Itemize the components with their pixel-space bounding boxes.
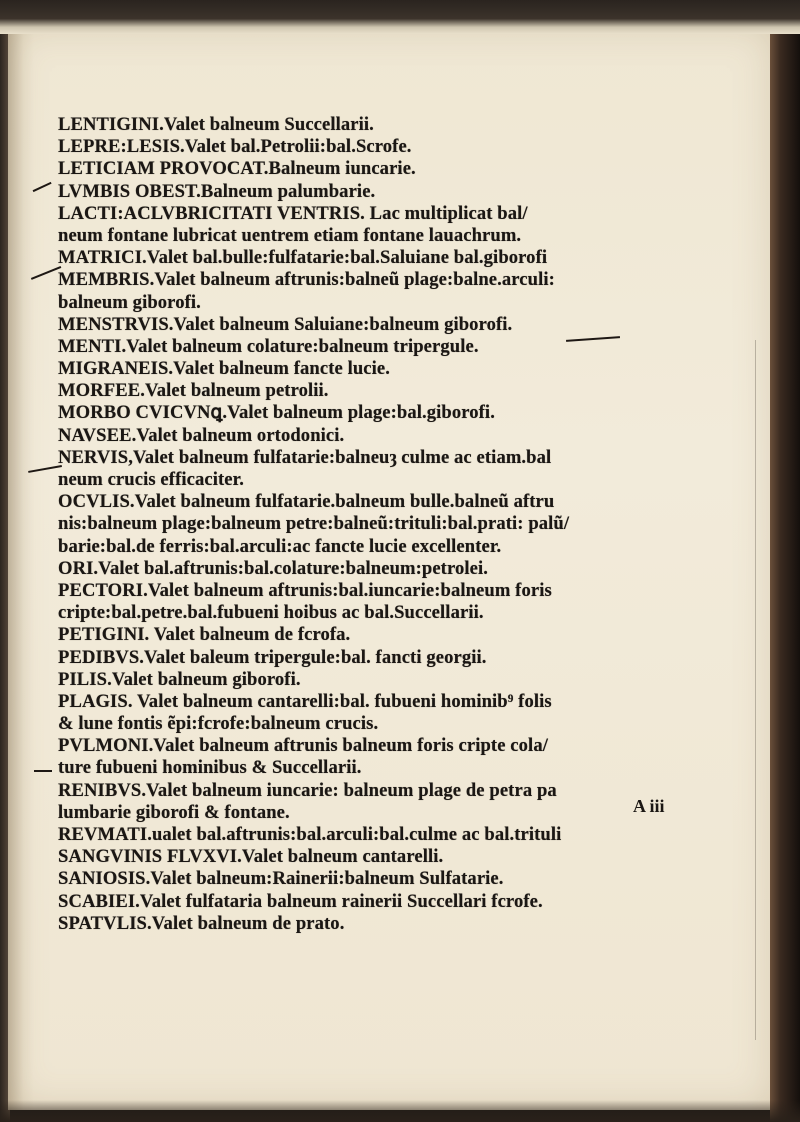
text-line: PILIS.Valet balneum giborofi. <box>58 668 301 690</box>
text-line: LENTIGINI.Valet balneum Succellarii. <box>58 114 374 135</box>
text-block <box>58 114 718 935</box>
text-line: MEMBRIS.Valet balneum aftrunis:balneũ plage:balne.arculi: <box>58 269 555 291</box>
text-line: RENIBVS.Valet balneum iuncarie: balneum plage de petra pa <box>58 779 557 801</box>
text-line: PETIGINI. Valet balneum de fcrofa. <box>58 624 351 646</box>
text-line: cripte:bal.petre.bal.fubueni hoibus ac bal.Succellarii. <box>58 602 484 624</box>
text-line: ture fubueni hominibus & Succellarii. <box>58 757 362 779</box>
text-line: PVLMONI.Valet balneum aftrunis balneum foris cripte cola/ <box>58 735 548 757</box>
text-line: SPATVLIS.Valet balneum de prato. <box>58 912 345 934</box>
text-line: SANGVINIS FLVXVI.Valet balneum cantarelli. <box>58 846 444 868</box>
signature-mark: A iii <box>633 796 665 816</box>
text-line: neum crucis efficaciter. <box>58 469 245 490</box>
text-line: OCVLIS.Valet balneum fulfatarie.balneum bulle.balneũ aftru <box>58 491 555 513</box>
text-line: SANIOSIS.Valet balneum:Rainerii:balneum Sulfatarie. <box>58 868 504 890</box>
text-line: PLAGIS. Valet balneum cantarelli:bal. fubueni hominib⁹ folis <box>58 690 552 712</box>
text-line: MORFEE.Valet balneum petrolii. <box>58 380 329 402</box>
text-line: LETICIAM PROVOCAT.Balneum iuncarie. <box>58 158 416 180</box>
text-line: LACTI:ACLVBRICITATI VENTRIS. Lac multiplicat bal/ <box>58 202 528 224</box>
text-line: lumbarie giborofi & fontane. <box>58 801 290 823</box>
text-line: MIGRANEIS.Valet balneum fancte lucie. <box>58 358 391 380</box>
text-line: MATRICI.Valet bal.bulle:fulfatarie:bal.Saluiane bal.giborofi <box>58 247 548 269</box>
margin-rule <box>755 340 756 1040</box>
text-line: neum fontane lubricat uentrem etiam fontane lauachrum. <box>58 224 522 246</box>
text-line: NAVSEE.Valet balneum ortodonici. <box>58 424 345 446</box>
bottom-shadow <box>0 1100 800 1122</box>
text-line: PEDIBVS.Valet baleum tripergule:bal. fancti georgii. <box>58 646 487 668</box>
text-line: MENSTRVIS.Valet balneum Saluiane:balneum giborofi. <box>58 313 513 335</box>
text-line: & lune fontis ẽpi:fcrofe:balneum crucis. <box>58 713 379 735</box>
book-edge <box>770 0 800 1122</box>
text-line: LEPRE:LESIS.Valet bal.Petrolii:bal.Scrofe. <box>58 136 412 158</box>
text-line: SCABIEI.Valet fulfataria balneum rainerii Succellari fcrofe. <box>58 890 543 912</box>
text-line: barie:bal.de ferris:bal.arculi:ac fancte lucie excellenter. <box>58 535 502 557</box>
text-line: MENTI.Valet balneum colature:balneum tripergule. <box>58 335 479 357</box>
text-line: NERVIS,Valet balneum fulfatarie:balneuȝ culme ac etiam.bal <box>58 446 552 468</box>
text-line: PECTORI.Valet balneum aftrunis:bal.iuncarie:balneum foris <box>58 579 552 601</box>
text-line: MORBO CVICVNꝗ.Valet balneum plage:bal.giborofi. <box>58 402 495 424</box>
text-line: nis:balneum plage:balneum petre:balneũ:trituli:bal.prati: palũ/ <box>58 513 570 535</box>
margin-mark <box>34 770 52 772</box>
torn-top-edge <box>0 0 800 34</box>
page-gutter-shading <box>8 24 34 1110</box>
text-line: REVMATI.ualet bal.aftrunis:bal.arculi:bal.culme ac bal.trituli <box>58 824 562 845</box>
text-line: balneum giborofi. <box>58 291 201 313</box>
text-line: ORI.Valet bal.aftrunis:bal.colature:balneum:petrolei. <box>58 557 489 579</box>
text-line: LVMBIS OBEST.Balneum palumbarie. <box>58 180 376 202</box>
